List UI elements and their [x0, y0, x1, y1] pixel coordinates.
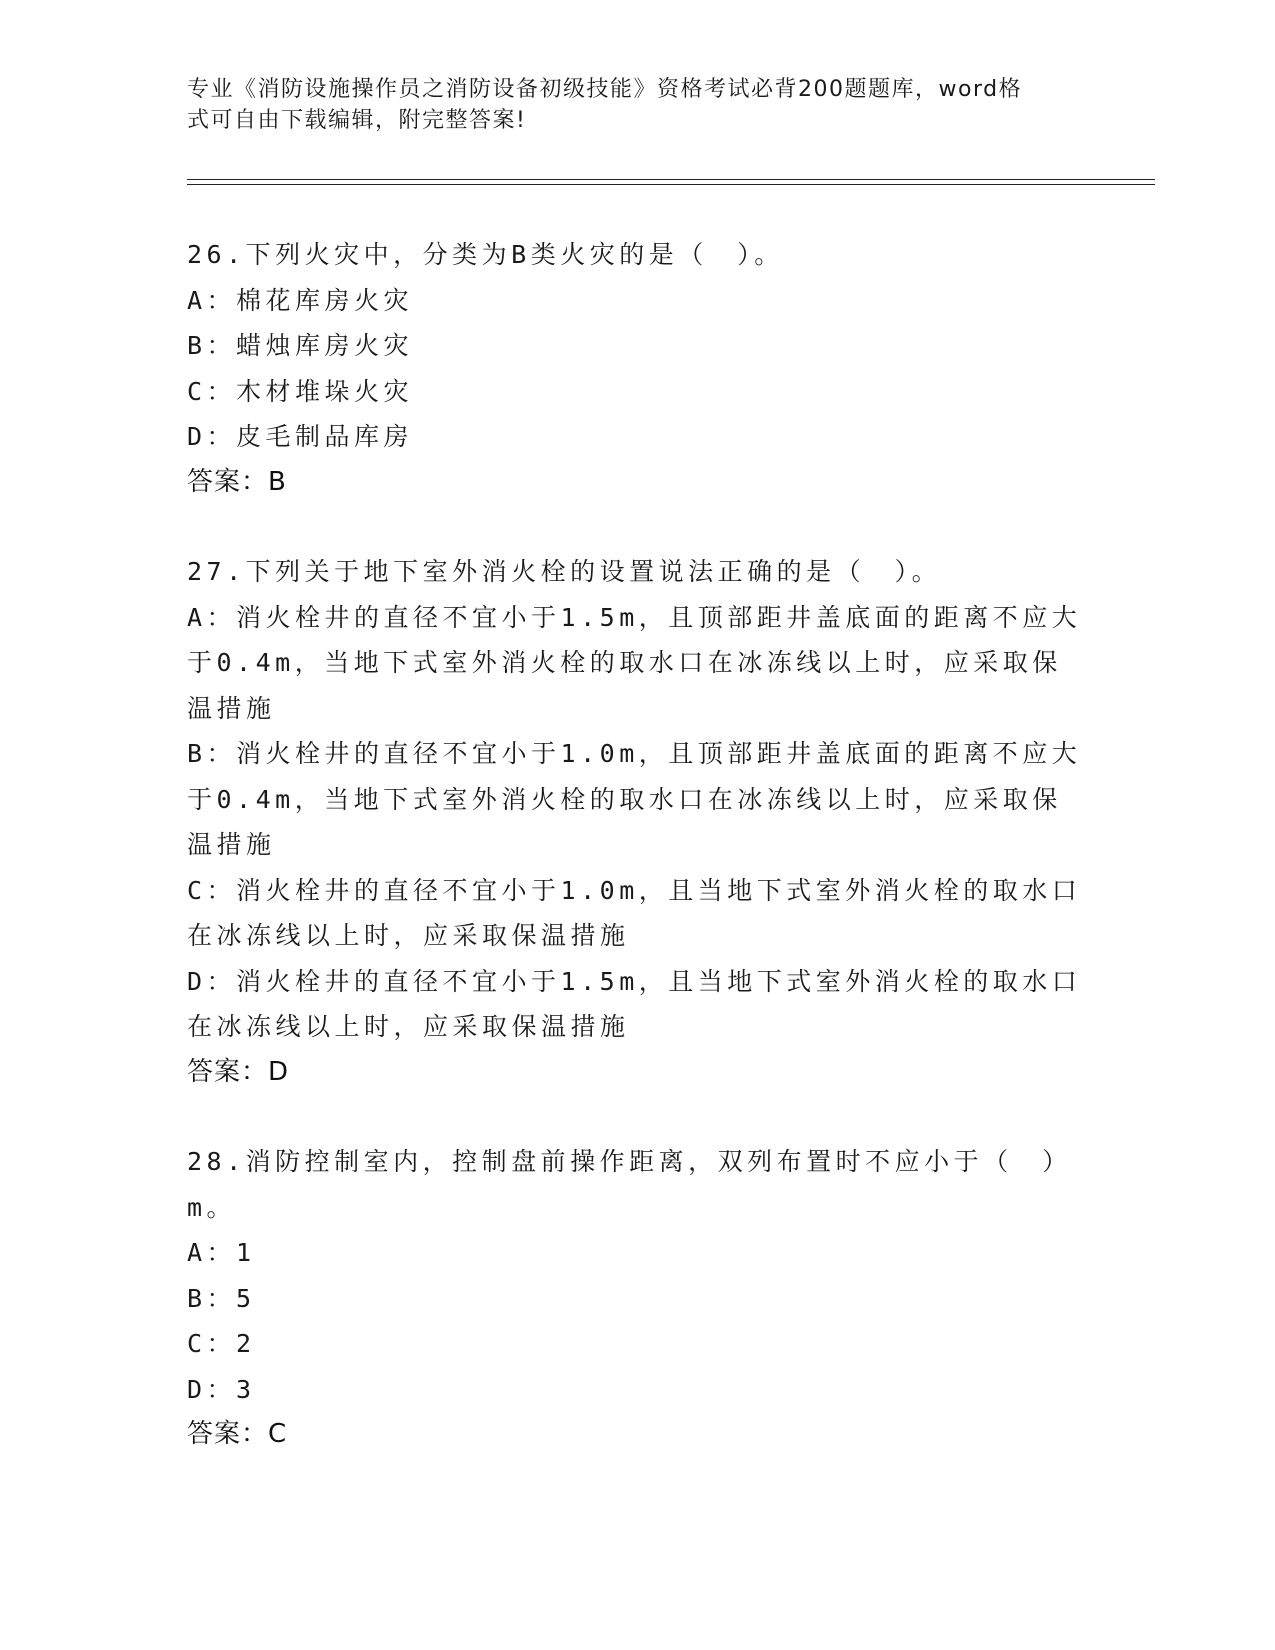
document-header [187, 74, 1087, 136]
question-28 [187, 1139, 1087, 1458]
option-d: D：3 [187, 1374, 256, 1404]
answer-label: 答案：C [187, 1419, 288, 1449]
answer-label: 答案：B [187, 466, 287, 497]
option-c: C：消火栓井的直径不宜小于1.0m，且当地下式室外消火栓的取水口在冰冻线以上时，应采取保温措施 [187, 875, 1082, 950]
option-a: A：消火栓井的直径不宜小于1.5m，且顶部距井盖底面的距离不应大于0.4m，当地下式室外消火栓的取水口在冰冻线以上时，应采取保温措施 [187, 602, 1082, 723]
option-c: C：2 [187, 1329, 256, 1358]
option-c: C：木材堆垛火灾 [187, 376, 414, 406]
question-stem: 26.下列火灾中，分类为B类火灾的是（ ）。 [187, 240, 784, 269]
question-stem: 28.消防控制室内，控制盘前操作距离，双列布置时不应小于（ ）m。 [187, 1147, 1072, 1222]
header-divider-top [187, 179, 1155, 180]
header-line-2: 式可自由下载编辑，附完整答案! [187, 108, 527, 133]
option-a: A：1 [187, 1238, 256, 1267]
option-d: D：消火栓井的直径不宜小于1.5m，且当地下式室外消火栓的取水口在冰冻线以上时，应采取保温措施 [187, 966, 1082, 1041]
question-26 [187, 232, 1087, 505]
header-line-1: 专业《消防设施操作员之消防设备初级技能》资格考试必背200题题库，word格 [187, 77, 1023, 102]
answer-label: 答案：D [187, 1056, 290, 1087]
option-d: D：皮毛制品库房 [187, 422, 414, 451]
option-a: A：棉花库房火灾 [187, 285, 414, 315]
question-stem: 27.下列关于地下室外消火栓的设置说法正确的是（ ）。 [187, 557, 942, 586]
question-list [187, 232, 1087, 1502]
option-b: B：蜡烛库房火灾 [187, 331, 414, 360]
option-b: B：5 [187, 1283, 256, 1313]
option-b: B：消火栓井的直径不宜小于1.0m，且顶部距井盖底面的距离不应大于0.4m，当地下式室外消火栓的取水口在冰冻线以上时，应采取保温措施 [187, 739, 1082, 859]
header-divider-bottom [187, 184, 1155, 185]
question-27 [187, 549, 1087, 1095]
